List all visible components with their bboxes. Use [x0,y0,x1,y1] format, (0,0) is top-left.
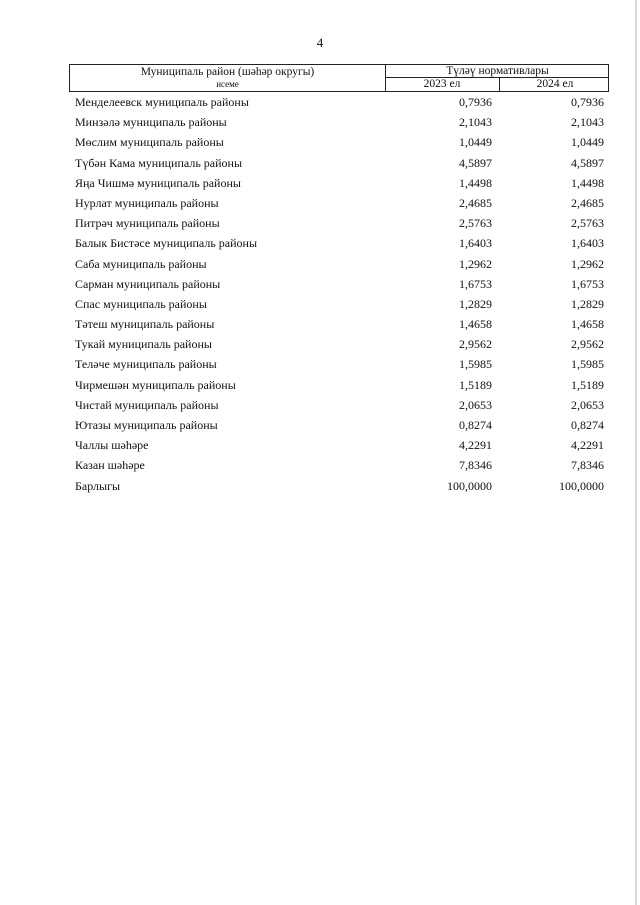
row-value-2023: 100,0000 [447,478,492,493]
row-value-2024: 1,5189 [571,377,604,392]
table-row [0,276,640,296]
row-value-2024: 1,2962 [571,256,604,271]
row-value-2024: 7,8346 [571,458,604,473]
row-value-2024: 2,1043 [571,115,604,130]
row-value-2024: 2,9562 [571,337,604,352]
row-value-2024: 1,6753 [571,276,604,291]
row-value-2023: 0,8274 [459,418,492,432]
row-name: Тукай муниципаль районы [75,337,212,352]
row-value-2024: 4,5897 [571,155,604,170]
table-row [0,175,640,195]
table-row [0,336,640,356]
row-name: Теләче муниципаль районы [75,357,217,372]
row-value-2024: 1,4658 [571,317,604,332]
header-year-2024: 2024 ел [536,78,574,90]
row-value-2023: 7,8346 [459,458,492,473]
row-value-2023: 1,2829 [459,296,492,311]
row-value-2023: 1,0449 [459,135,492,150]
row-value-2024: 1,5985 [571,357,604,372]
row-name: Чирмешән муниципаль районы [75,377,236,392]
row-name: Минзәлә муниципаль районы [75,115,227,130]
row-value-2024: 4,2291 [571,438,604,453]
table-row [0,417,640,437]
row-value-2024: 0,8274 [571,418,604,432]
row-value-2023: 1,5985 [459,357,492,372]
row-value-2023: 1,6753 [459,276,492,291]
row-name: Саба муниципаль районы [75,256,207,271]
row-value-2024: 100,0000 [559,478,604,493]
row-value-2023: 4,5897 [459,155,492,170]
table-row [0,397,640,417]
table-row [0,256,640,276]
row-value-2023: 1,6403 [459,236,492,251]
table-row [0,377,640,397]
row-value-2024: 1,6403 [571,236,604,251]
row-value-2023: 4,2291 [459,438,492,453]
row-value-2023: 2,0653 [459,397,492,412]
row-name: Тәтеш муниципаль районы [75,317,215,332]
row-value-2023: 1,4658 [459,317,492,332]
row-value-2024: 1,4498 [571,175,604,190]
header-name-title: Муниципаль район (шәһәр округы) [140,66,315,78]
row-name: Яңа Чишмә муниципаль районы [75,175,241,190]
row-name: Нурлат муниципаль районы [75,195,219,210]
row-name: Сарман муниципаль районы [75,276,221,291]
row-name: Питрәч муниципаль районы [75,216,220,231]
table-row [0,235,640,255]
row-name: Мөслим муниципаль районы [75,135,224,150]
table-row [0,155,640,175]
row-name: Балык Бистәсе муниципаль районы [75,236,258,251]
row-value-2024: 2,0653 [571,397,604,412]
row-value-2023: 1,2962 [459,256,492,271]
page-number: 4 [316,35,324,50]
row-value-2023: 1,4498 [459,175,492,190]
table-row [0,356,640,376]
table-row [0,195,640,215]
table-row [0,457,640,477]
row-name: Спас муниципаль районы [75,296,207,311]
table-row [0,437,640,457]
row-name: Барлыгы [75,478,121,493]
row-value-2024: 0,7936 [571,95,604,109]
table-row [0,134,640,154]
table-header [69,64,609,92]
row-name: Менделеевск муниципаль районы [75,95,249,109]
table-row [0,215,640,235]
row-value-2023: 1,5189 [459,377,492,392]
table-row [0,296,640,316]
row-value-2023: 2,9562 [459,337,492,352]
table-row [0,316,640,336]
row-value-2023: 2,5763 [459,216,492,231]
row-name: Казан шәһәре [75,458,145,473]
row-name: Чистай муниципаль районы [75,397,219,412]
row-value-2023: 2,1043 [459,115,492,130]
row-value-2023: 2,4685 [459,195,492,210]
row-value-2024: 2,4685 [571,195,604,210]
table-row [0,478,640,498]
table-body [0,94,640,498]
header-norms-title: Түләү нормативлары [446,65,549,77]
row-value-2023: 0,7936 [459,95,492,109]
row-value-2024: 2,5763 [571,216,604,231]
table-row [0,94,640,114]
table-row [0,114,640,134]
row-value-2024: 1,0449 [571,135,604,150]
header-name-subtitle: исеме [216,79,239,89]
row-name: Чаллы шәһәре [75,438,149,453]
row-name: Түбән Кама муниципаль районы [75,155,243,170]
row-value-2024: 1,2829 [571,296,604,311]
row-name: Ютазы муниципаль районы [75,418,218,432]
header-year-2023: 2023 ел [423,78,461,90]
